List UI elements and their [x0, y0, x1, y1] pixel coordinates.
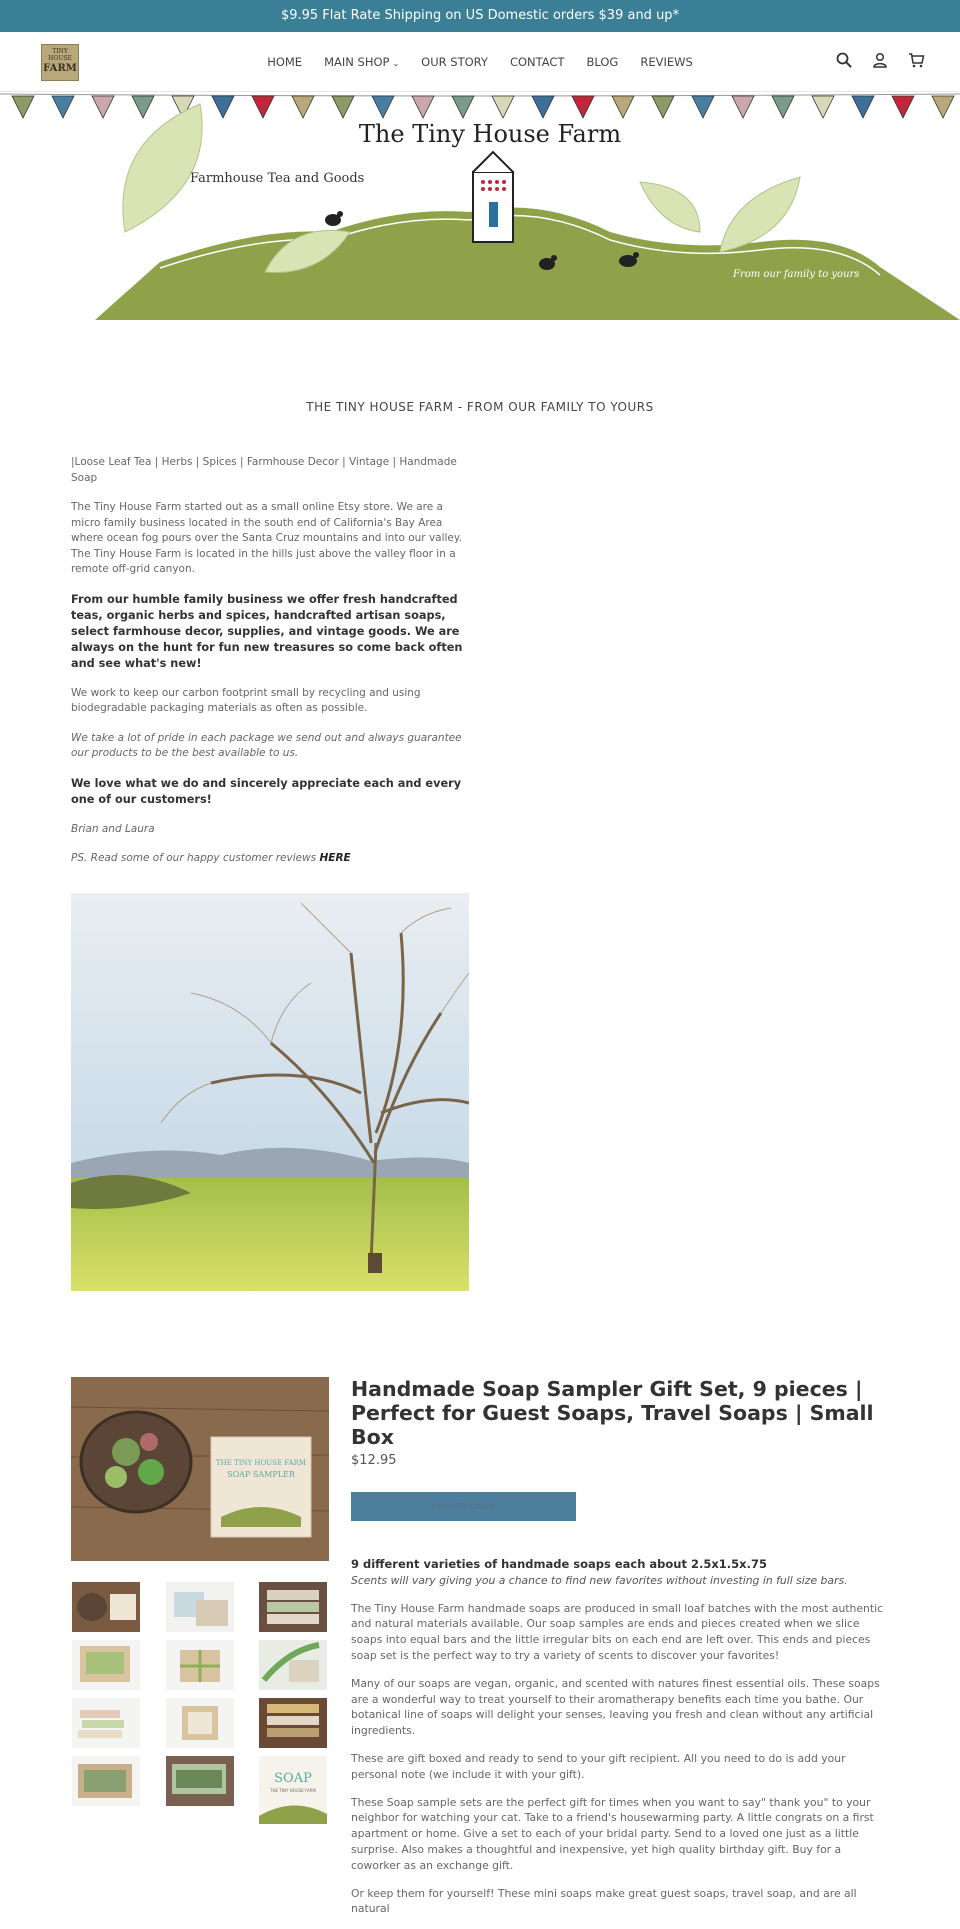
about-paragraph-2: From our humble family business we offer fresh handcrafted teas, organic herbs and spices, handcrafted artisan soaps, select farmhouse decor, supplies, and vintage goods. We are always on the hunt for fun new treasures so come back often and see what's new!	[71, 592, 463, 670]
search-icon[interactable]	[834, 48, 854, 72]
nav-main-shop[interactable]	[324, 55, 399, 69]
product-thumbnail[interactable]	[166, 1640, 234, 1690]
about-paragraph-3: We work to keep our carbon footprint small by recycling and using biodegradable packaging materials as often as possible.	[71, 686, 421, 714]
product-thumbnail[interactable]	[259, 1640, 327, 1690]
bunting-flag	[532, 96, 554, 118]
nav-main-shop-label: MAIN SHOP	[324, 55, 390, 69]
bunting-flag	[772, 96, 794, 118]
bunting-flag	[692, 96, 714, 118]
box-label-2: SOAP SAMPLER	[227, 1470, 295, 1479]
about-paragraph-5: We love what we do and sincerely appreciate each and every one of our customers!	[71, 776, 462, 806]
bunting-flag	[452, 96, 474, 118]
product-title: Handmade Soap Sampler Gift Set, 9 pieces | Perfect for Guest Soaps, Travel Soaps | Small Box	[351, 1377, 874, 1449]
announcement-bar: $9.95 Flat Rate Shipping on US Domestic orders $39 and up*	[0, 0, 960, 32]
bunting-flag	[492, 96, 514, 118]
bunting-flag	[652, 96, 674, 118]
about-text	[71, 455, 471, 881]
product-thumbnail[interactable]	[72, 1698, 140, 1748]
bunting-flag	[892, 96, 914, 118]
banner-tagline-right: From our family to yours	[733, 269, 860, 280]
product-desc-2: Many of our soaps are vegan, organic, and scented with natures finest essential oils. These soaps are a wonderful way to treat yourself to their aromatherapy benefits each time you bathe. Our botanical line of soaps will delight your senses, leaving you fresh and clean without any artificial ingredients.	[351, 1676, 880, 1738]
bunting-flag	[332, 96, 354, 118]
about-ps-text: PS. Read some of our happy customer reviews	[71, 852, 320, 864]
product-thumbnail[interactable]	[259, 1756, 327, 1824]
product-sub: Scents will vary giving you a chance to find new favorites without investing in full size bars.	[351, 1573, 848, 1587]
nav-blog[interactable]: BLOG	[586, 55, 619, 69]
logo-line-1: TINY HOUSE	[48, 48, 72, 62]
product-thumbnail[interactable]	[166, 1756, 234, 1806]
bunting-flag	[852, 96, 874, 118]
bunting-flag	[572, 96, 594, 118]
nav-home[interactable]: HOME	[267, 55, 303, 69]
product-thumbnail[interactable]	[166, 1698, 234, 1748]
about-paragraph-1: The Tiny House Farm started out as a small online Etsy store. We are a micro family business located in the south end of California's Bay Area where ocean fog pours over the Santa Cruz mountains and into our valley. The Tiny House Farm is located in the hills just above the valley floor in a remote off-grid canyon.	[71, 501, 462, 575]
product-thumbnail[interactable]	[72, 1756, 140, 1806]
chevron-down-icon: ⌄	[392, 59, 400, 68]
cart-icon[interactable]	[906, 48, 926, 72]
product-info	[351, 1377, 891, 1929]
nav-contact[interactable]: CONTACT	[509, 55, 565, 69]
bunting-flag	[92, 96, 114, 118]
header-icons	[834, 48, 926, 72]
hero-illustration	[0, 92, 960, 320]
main-nav	[0, 32, 960, 92]
product-main-image[interactable]	[71, 1377, 329, 1561]
thumb-soap-sub: THE TINY HOUSE FARM	[270, 1788, 316, 1793]
account-icon[interactable]	[870, 48, 890, 72]
banner-title: The Tiny House Farm	[358, 120, 622, 148]
bunting-flag	[812, 96, 834, 118]
bunting-flag	[932, 96, 954, 118]
about-ps	[71, 851, 471, 867]
product-thumbnail[interactable]	[166, 1582, 234, 1632]
about-paragraph-4: We take a lot of pride in each package we send out and always guarantee our products to be the best available to us.	[71, 731, 462, 759]
nav-our-story[interactable]: OUR STORY	[421, 55, 488, 69]
hero-banner	[0, 92, 960, 320]
bunting-flag	[212, 96, 234, 118]
product-desc-3: These are gift boxed and ready to send to your gift recipient. All you need to do is add your personal note (we include it with your gift).	[351, 1751, 846, 1781]
bunting-flag	[132, 96, 154, 118]
bunting-flag	[412, 96, 434, 118]
logo-line-2: FARM	[43, 63, 77, 74]
site-header	[0, 32, 960, 92]
product-price: $12.95	[351, 1453, 397, 1468]
product-thumbnail[interactable]	[259, 1698, 327, 1748]
product-thumbnail[interactable]	[72, 1582, 140, 1632]
add-to-cart-button[interactable]: ADD TO CART	[351, 1492, 576, 1521]
bunting-flag	[52, 96, 74, 118]
box-label-1: THE TINY HOUSE FARM	[215, 1459, 307, 1467]
product-desc-4: These Soap sample sets are the perfect gift for times when you want to say" thank you" to your neighbor for watching your cat. Take to a friend's housewarming party. A little congrats on a first apartment or home. Give a set to each of your bridal party. Send to a loved one just as a little surprise. Also makes a thoughtful and inexpensive, yet high quality birthday gift. Buy for a coworker as an exchange gift.	[351, 1795, 874, 1872]
about-categories: |Loose Leaf Tea | Herbs | Spices | Farmhouse Decor | Vintage | Handmade Soap	[71, 456, 457, 484]
bunting-flag	[12, 96, 34, 118]
reviews-link[interactable]: HERE	[319, 852, 351, 864]
product-thumbnail[interactable]	[72, 1640, 140, 1690]
farm-oak-tree-photo	[71, 893, 469, 1291]
banner-tagline-left: Farmhouse Tea and Goods	[190, 171, 365, 186]
bunting-flag	[372, 96, 394, 118]
bunting-flag	[252, 96, 274, 118]
section-title: THE TINY HOUSE FARM - FROM OUR FAMILY TO YOURS	[306, 400, 654, 414]
bunting-flag	[612, 96, 634, 118]
nav-reviews[interactable]: REVIEWS	[640, 55, 693, 69]
tiny-house-illustration	[473, 152, 513, 242]
about-signature: Brian and Laura	[71, 822, 155, 835]
product-desc-5: Or keep them for yourself! These mini soaps make great guest soaps, travel soap, and are all natural	[351, 1886, 857, 1916]
product-description	[351, 1557, 891, 1917]
product-thumbnail[interactable]	[259, 1582, 327, 1632]
bunting-flag	[292, 96, 314, 118]
product-lead: 9 different varieties of handmade soaps each about 2.5x1.5x.75	[351, 1557, 767, 1571]
product-desc-1: The Tiny House Farm handmade soaps are produced in small loaf batches with the most authentic and natural materials available. Our soap samples are ends and pieces created when we slice soaps into equal bars and the little irregular bits on each end are left over. This ends and pieces soap set is the perfect way to try a variety of scents to discover your favorites!	[351, 1601, 884, 1662]
thumb-soap-label: SOAP	[274, 1771, 312, 1786]
bunting-flag	[732, 96, 754, 118]
